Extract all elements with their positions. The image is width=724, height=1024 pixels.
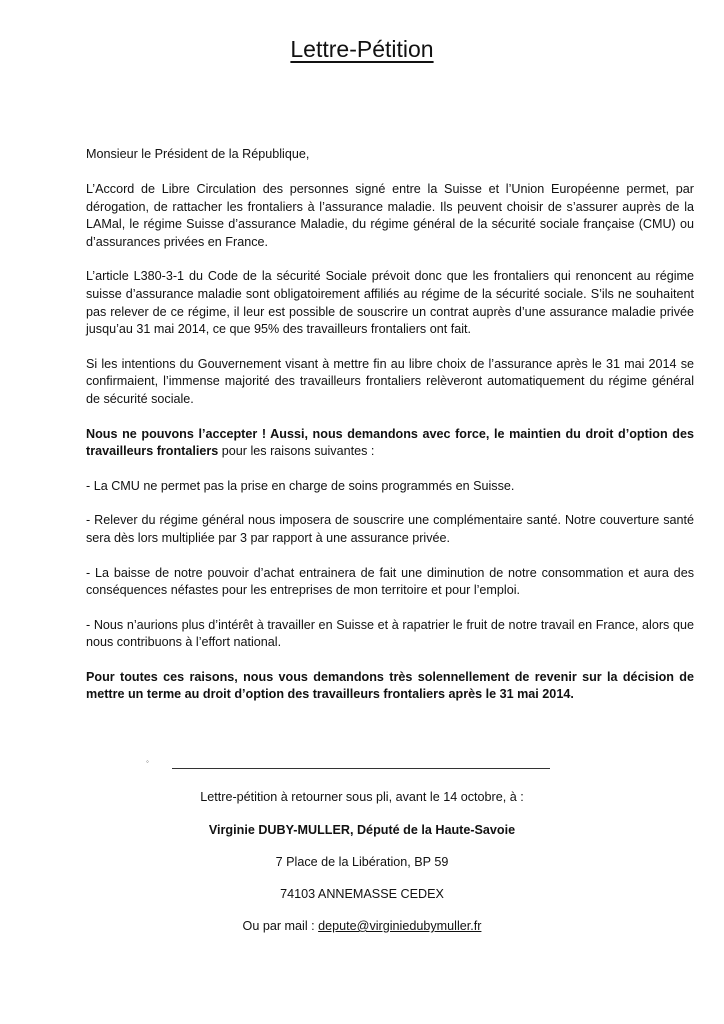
separator-line: [172, 768, 550, 769]
paragraph-article: L’article L380-3-1 du Code de la sécurité Sociale prévoit donc que les frontaliers qui renoncent au régime suisse d’assurance maladie sont obligatoirement affiliés au régime de la sécurité sociale. S’ils ne souhaitent pas relever de ce régime, il leur est possible de souscrire un contrat auprès d’une assurance maladie privée jusqu’au 31 mai 2014, ce que 95% des travailleurs frontaliers ont fait.: [86, 269, 694, 337]
paragraph-demand: [86, 426, 694, 461]
return-note: Lettre-pétition à retourner sous pli, avant le 14 octobre, à :: [200, 790, 524, 804]
reason-cmu: - La CMU ne permet pas la prise en charge de soins programmés en Suisse.: [86, 478, 515, 493]
paragraph-intentions: Si les intentions du Gouvernement visant à mettre fin au libre choix de l’assurance après le 31 mai 2014 se confirmaient, l’immense majorité des travailleurs frontaliers relèveront automatiquement du régime général de sécurité sociale.: [86, 356, 694, 406]
demand-rest: pour les raisons suivantes :: [218, 444, 375, 459]
conclusion-bold: Pour toutes ces raisons, nous vous demandons très solennellement de revenir sur la décision de mettre un terme au droit d’option des travailleurs frontaliers après le 31 mai 2014.: [86, 669, 694, 702]
reason-travail: - Nous n’aurions plus d’intérêt à travailler en Suisse et à rapatrier le fruit de notre travail en France, alors que nous contribuons à l’effort national.: [86, 617, 694, 650]
salutation: Monsieur le Président de la République,: [86, 147, 310, 161]
email-line: [0, 918, 724, 935]
reason-pouvoir-achat: - La baisse de notre pouvoir d’achat entrainera de fait une diminution de notre consommation et aura des conséquences néfastes pour les entreprises de mon territoire et pour l’emploi.: [86, 565, 694, 598]
letter-body: [86, 181, 694, 721]
email-link[interactable]: depute@virginiedubymuller.fr: [318, 919, 482, 933]
address-line-2: 74103 ANNEMASSE CEDEX: [280, 887, 444, 901]
paragraph-accord: L’Accord de Libre Circulation des personnes signé entre la Suisse et l’Union Européenne permet, par dérogation, de rattacher les frontaliers à l’assurance maladie. Ils peuvent choisir de s’assurer auprès de la LAMal, le régime Suisse d’assurance Maladie, du régime général de la sécurité sociale française (CMU) ou d’assurances privées en France.: [86, 182, 694, 249]
paragraph-conclusion: [86, 669, 694, 704]
address-line-1: 7 Place de la Libération, BP 59: [275, 855, 449, 869]
email-prefix: Ou par mail :: [242, 919, 319, 933]
demand-bold: Nous ne pouvons l’accepter ! Aussi, nous demandons avec force, le maintien du droit d’option des travailleurs frontaliers: [86, 426, 694, 459]
stray-mark: ◦: [146, 757, 149, 766]
reason-complementaire: - Relever du régime général nous imposera de souscrire une complémentaire santé. Notre couverture santé sera dès lors multipliée par 3 par rapport à une assurance privée.: [86, 513, 694, 545]
recipient-name: Virginie DUBY-MULLER, Député de la Haute-Savoie: [208, 823, 516, 837]
page-title: Lettre-Pétition: [290, 36, 434, 62]
